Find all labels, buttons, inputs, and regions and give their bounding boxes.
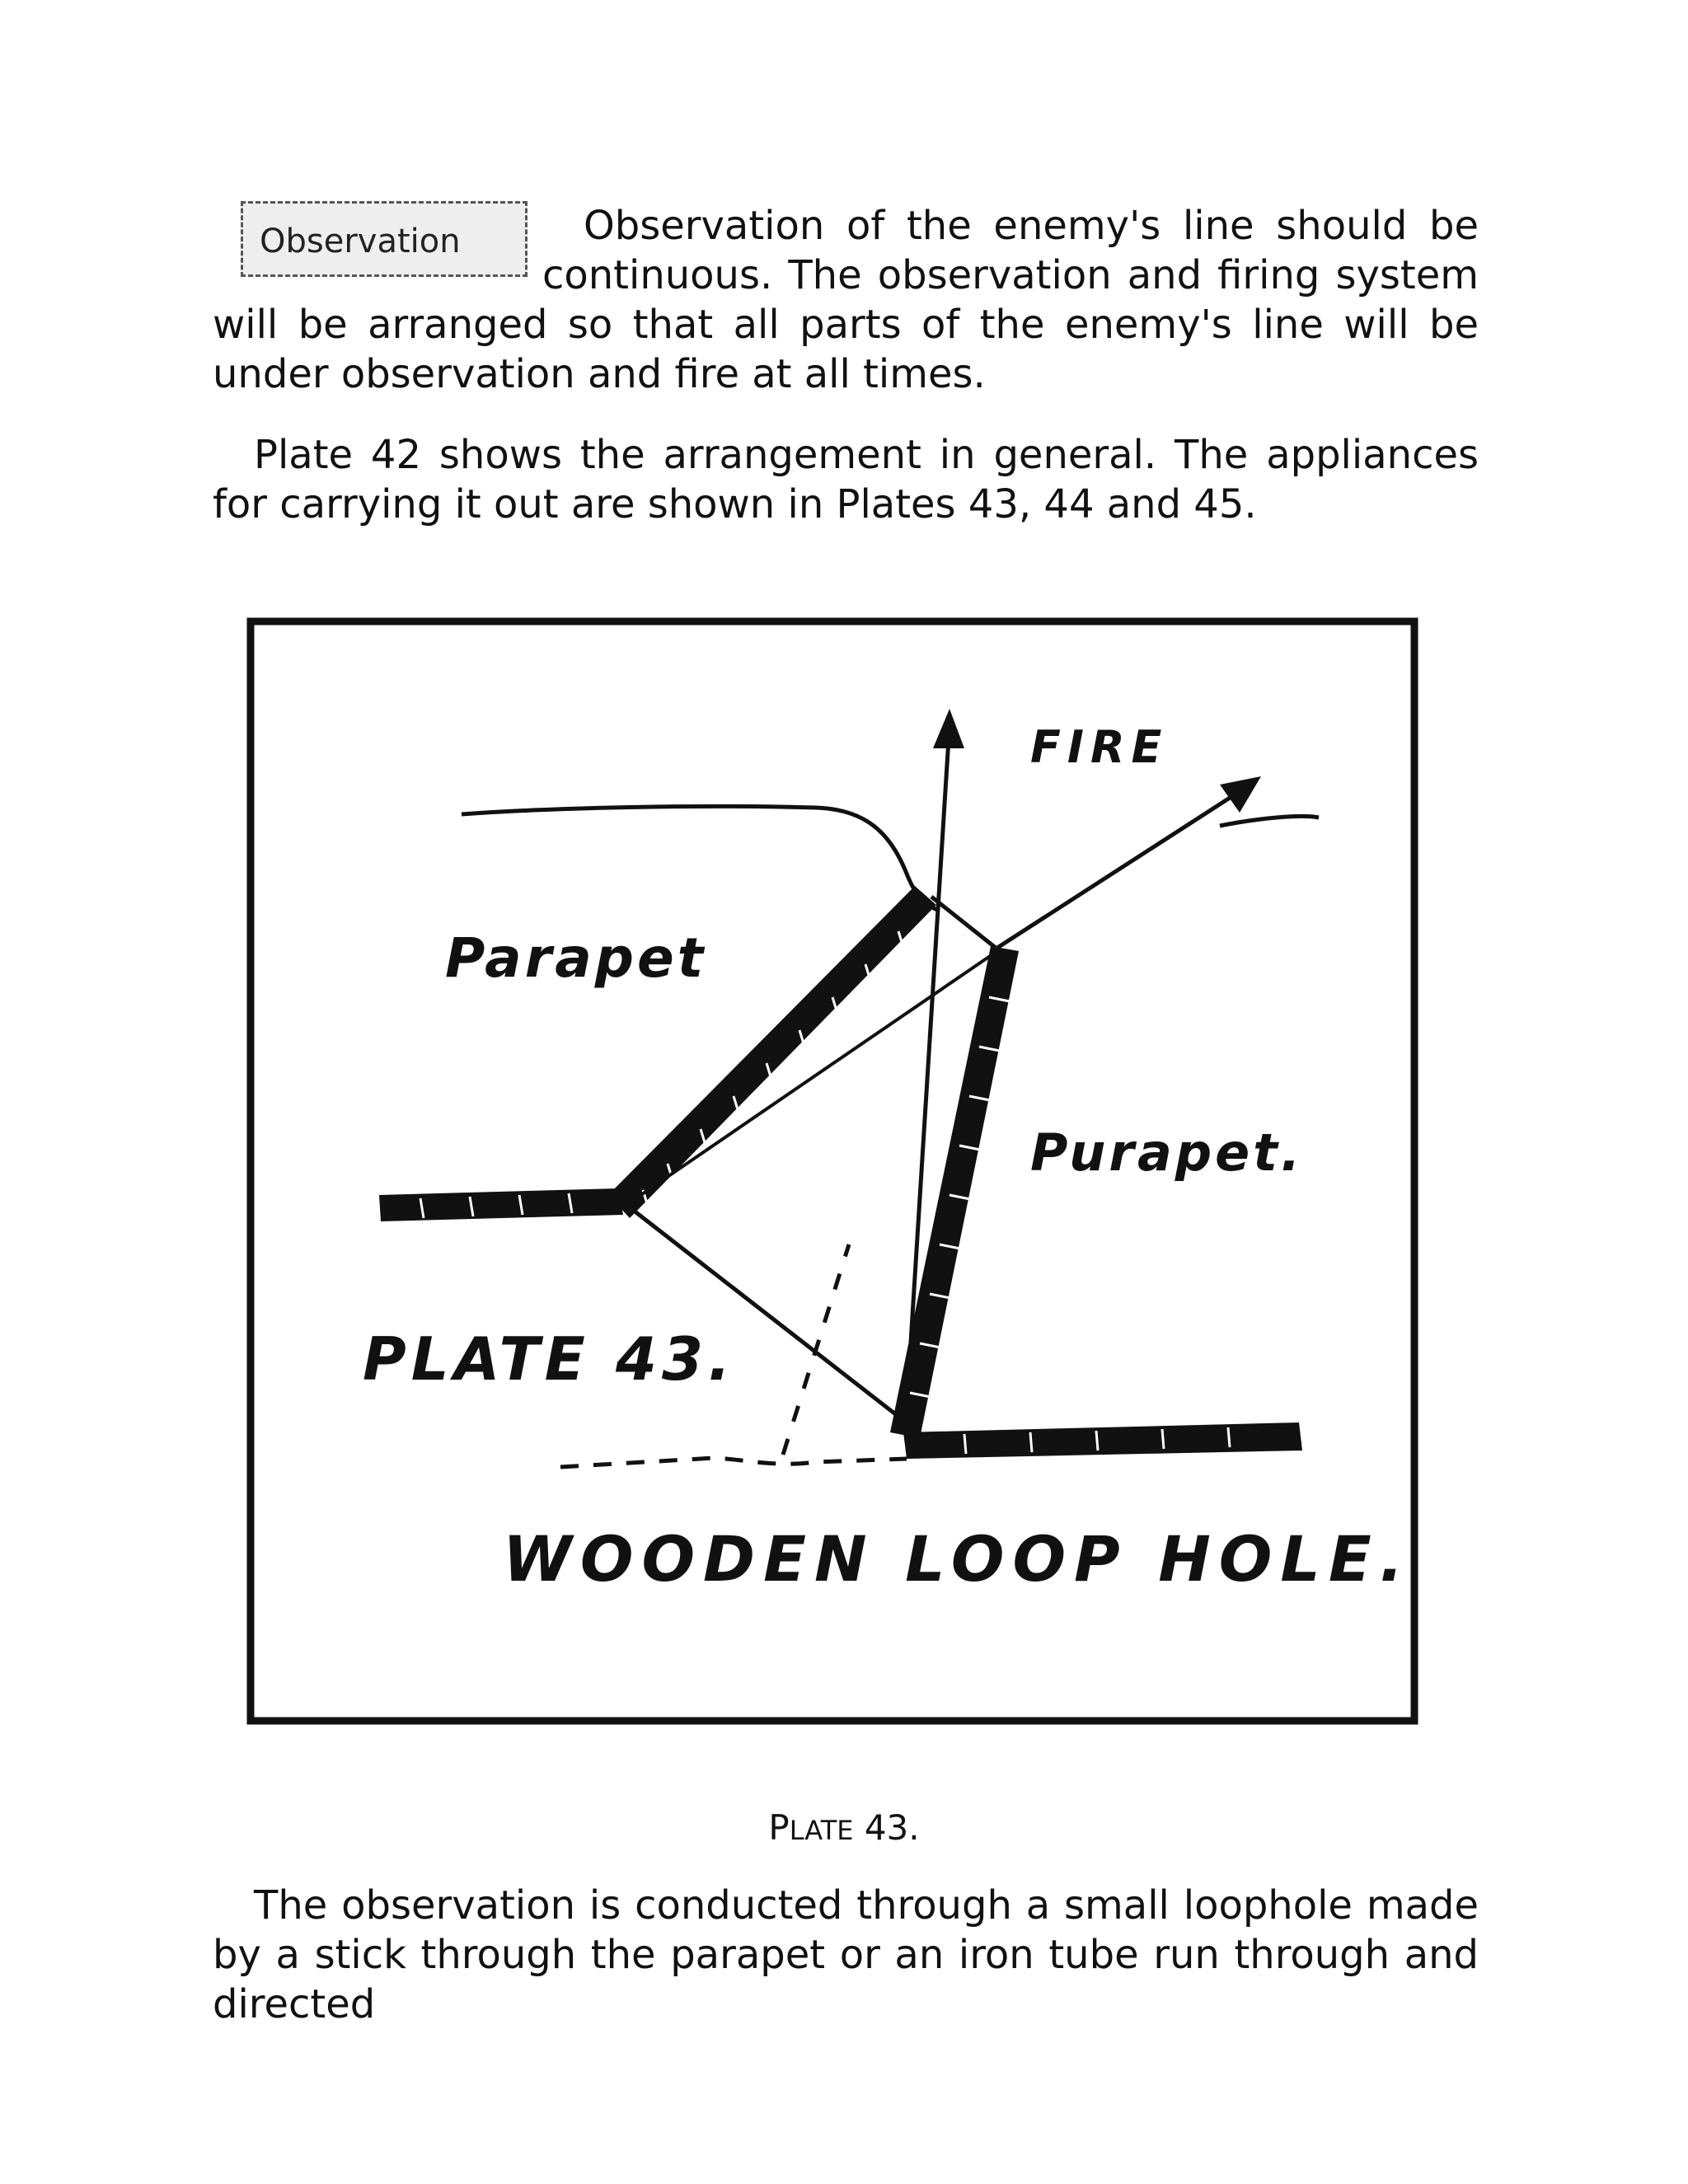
caption-first-letter: P <box>768 1807 790 1848</box>
paragraph-text: Observation of the enemy's line should be continuous. The observation and firing system will be arranged so that all parts of the enemy's line will be under observation and fire at all times. <box>213 203 1479 397</box>
label-fire: FIRE <box>1030 721 1169 773</box>
figure-caption <box>0 1807 1688 1852</box>
sidenote-box <box>241 201 528 277</box>
label-wooden-loophole: WOODEN LOOP HOLE. <box>503 1522 1412 1596</box>
paragraph-observation-conducted: The observation is conducted through a small loophole made by a stick through the parapet or an iron tube run through and directed <box>213 1882 1479 2027</box>
fire-arrow-head-vertical <box>933 709 964 748</box>
sidenote-label: Observation <box>260 223 461 260</box>
plate-43-figure <box>239 602 1442 1747</box>
sight-line-lower <box>626 1205 923 1436</box>
label-plate-43: PLATE 43. <box>363 1324 736 1394</box>
paragraph-plate-42: Plate 42 shows the arrangement in general. The appliances for carrying it out are shown in Plates 43, 44 and 45. <box>213 432 1479 527</box>
dashed-ground-line <box>560 1458 907 1467</box>
label-parapet-right: Purapet. <box>1030 1122 1304 1183</box>
paragraph-observation <box>213 201 1479 399</box>
caption-word: LATE <box>789 1815 854 1846</box>
label-parapet-left: Parapet <box>445 926 707 990</box>
left-wall-stub <box>379 1188 623 1221</box>
fire-arrow-head-diagonal <box>1220 776 1261 813</box>
caption-number: 43. <box>864 1807 920 1848</box>
ground-line-right <box>1220 816 1319 826</box>
dashed-slope-line <box>783 1244 849 1455</box>
sight-line-top <box>931 897 996 948</box>
fire-arrow-diagonal <box>997 783 1253 948</box>
ground-line-left <box>462 806 940 911</box>
right-wall-stub <box>903 1422 1302 1459</box>
wooden-loophole-drawing <box>239 602 1442 1747</box>
